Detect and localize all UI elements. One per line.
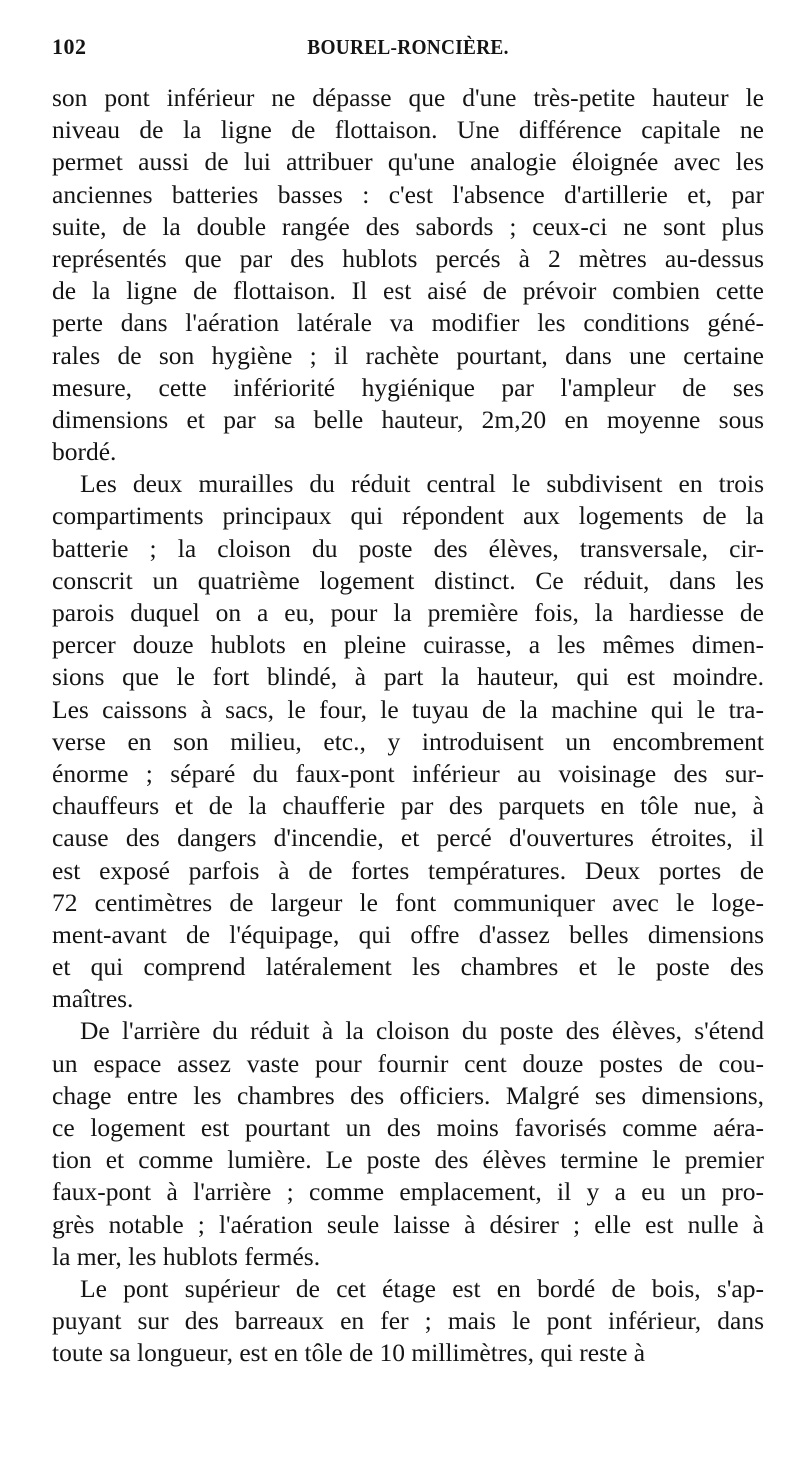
paragraph [52, 1273, 764, 1370]
text-line: maîtres. [52, 984, 134, 1014]
text-line: mesure, cette infériorité hygiénique par l'ampleur de ses [52, 372, 764, 402]
text-line: compartiments principaux qui répondent aux logements de la [52, 501, 764, 531]
text-line: chauffeurs et de la chaufferie par des parquets en tôle nue, à [52, 791, 764, 821]
text-line: chage entre les chambres des officiers. Malgré ses dimensions, [52, 1080, 764, 1110]
text-line: batterie ; la cloison du poste des élèves, transversale, cir- [52, 533, 764, 563]
body-text [52, 82, 764, 1370]
text-line: sions que le fort blindé, à part la hauteur, qui est moindre. [52, 662, 764, 692]
text-line: perte dans l'aération latérale va modifier les conditions géné- [52, 308, 764, 338]
text-line: représentés que par des hublots percés à 2 mètres au-dessus [52, 243, 764, 273]
text-line: conscrit un quatrième logement distinct. Ce réduit, dans les [52, 565, 764, 595]
page-number: 102 [52, 34, 87, 59]
text-line: faux-pont à l'arrière ; comme emplacement, il y a eu un pro- [52, 1177, 764, 1207]
text-line: la mer, les hublots fermés. [52, 1241, 321, 1271]
text-line: verse en son milieu, etc., y introduisent un encombrement [52, 726, 764, 756]
text-line: toute sa longueur, est en tôle de 10 millimètres, qui reste à [52, 1338, 646, 1368]
book-page [52, 32, 764, 1370]
text-line: ment-avant de l'équipage, qui offre d'assez belles dimensions [52, 919, 764, 949]
text-line: percer douze hublots en pleine cuirasse, a les mêmes dimen- [52, 630, 764, 660]
text-line: De l'arrière du réduit à la cloison du poste des élèves, s'étend [80, 1016, 764, 1046]
text-line: niveau de la ligne de flottaison. Une différence capitale ne [52, 115, 764, 145]
text-line: Les deux murailles du réduit central le subdivisent en trois [80, 469, 764, 499]
paragraph [52, 82, 764, 468]
text-line: Le pont supérieur de cet étage est en bordé de bois, s'ap- [80, 1273, 764, 1303]
running-title: BOUREL-RONCIÈRE. [307, 35, 509, 59]
text-line: et qui comprend latéralement les chambres et le poste des [52, 952, 764, 982]
text-line: 72 centimètres de largeur le font communiquer avec le loge- [52, 887, 764, 917]
text-line: rales de son hygiène ; il rachète pourtant, dans une certaine [52, 340, 764, 370]
text-line: ce logement est pourtant un des moins favorisés comme aéra- [52, 1113, 764, 1142]
text-line: puyant sur des barreaux en fer ; mais le pont inférieur, dans [52, 1306, 764, 1336]
text-line: son pont inférieur ne dépasse que d'une très-petite hauteur le [52, 83, 764, 112]
text-line: permet aussi de lui attribuer qu'une analogie éloignée avec les [52, 147, 764, 177]
text-line: bordé. [52, 437, 117, 467]
paragraph [52, 468, 764, 1015]
text-line: tion et comme lumière. Le poste des élèves termine le premier [52, 1145, 764, 1175]
running-head [52, 32, 764, 66]
text-line: parois duquel on a eu, pour la première fois, la hardiesse de [52, 598, 764, 627]
paragraph [52, 1015, 764, 1273]
text-line: dimensions et par sa belle hauteur, 2m,20 en moyenne sous [52, 404, 764, 434]
text-line: un espace assez vaste pour fournir cent douze postes de cou- [52, 1048, 764, 1078]
text-line: de la ligne de flottaison. Il est aisé de prévoir combien cette [52, 276, 764, 306]
text-line: Les caissons à sacs, le four, le tuyau de la machine qui le tra- [52, 694, 764, 724]
text-line: énorme ; séparé du faux-pont inférieur au voisinage des sur- [52, 758, 764, 788]
text-line: est exposé parfois à de fortes températures. Deux portes de [52, 855, 764, 885]
text-line: cause des dangers d'incendie, et percé d'ouvertures étroites, il [52, 823, 764, 853]
text-line: suite, de la double rangée des sabords ; ceux-ci ne sont plus [52, 211, 764, 241]
text-line: anciennes batteries basses : c'est l'absence d'artillerie et, par [52, 179, 764, 209]
text-line: grès notable ; l'aération seule laisse à désirer ; elle est nulle à [52, 1209, 764, 1239]
